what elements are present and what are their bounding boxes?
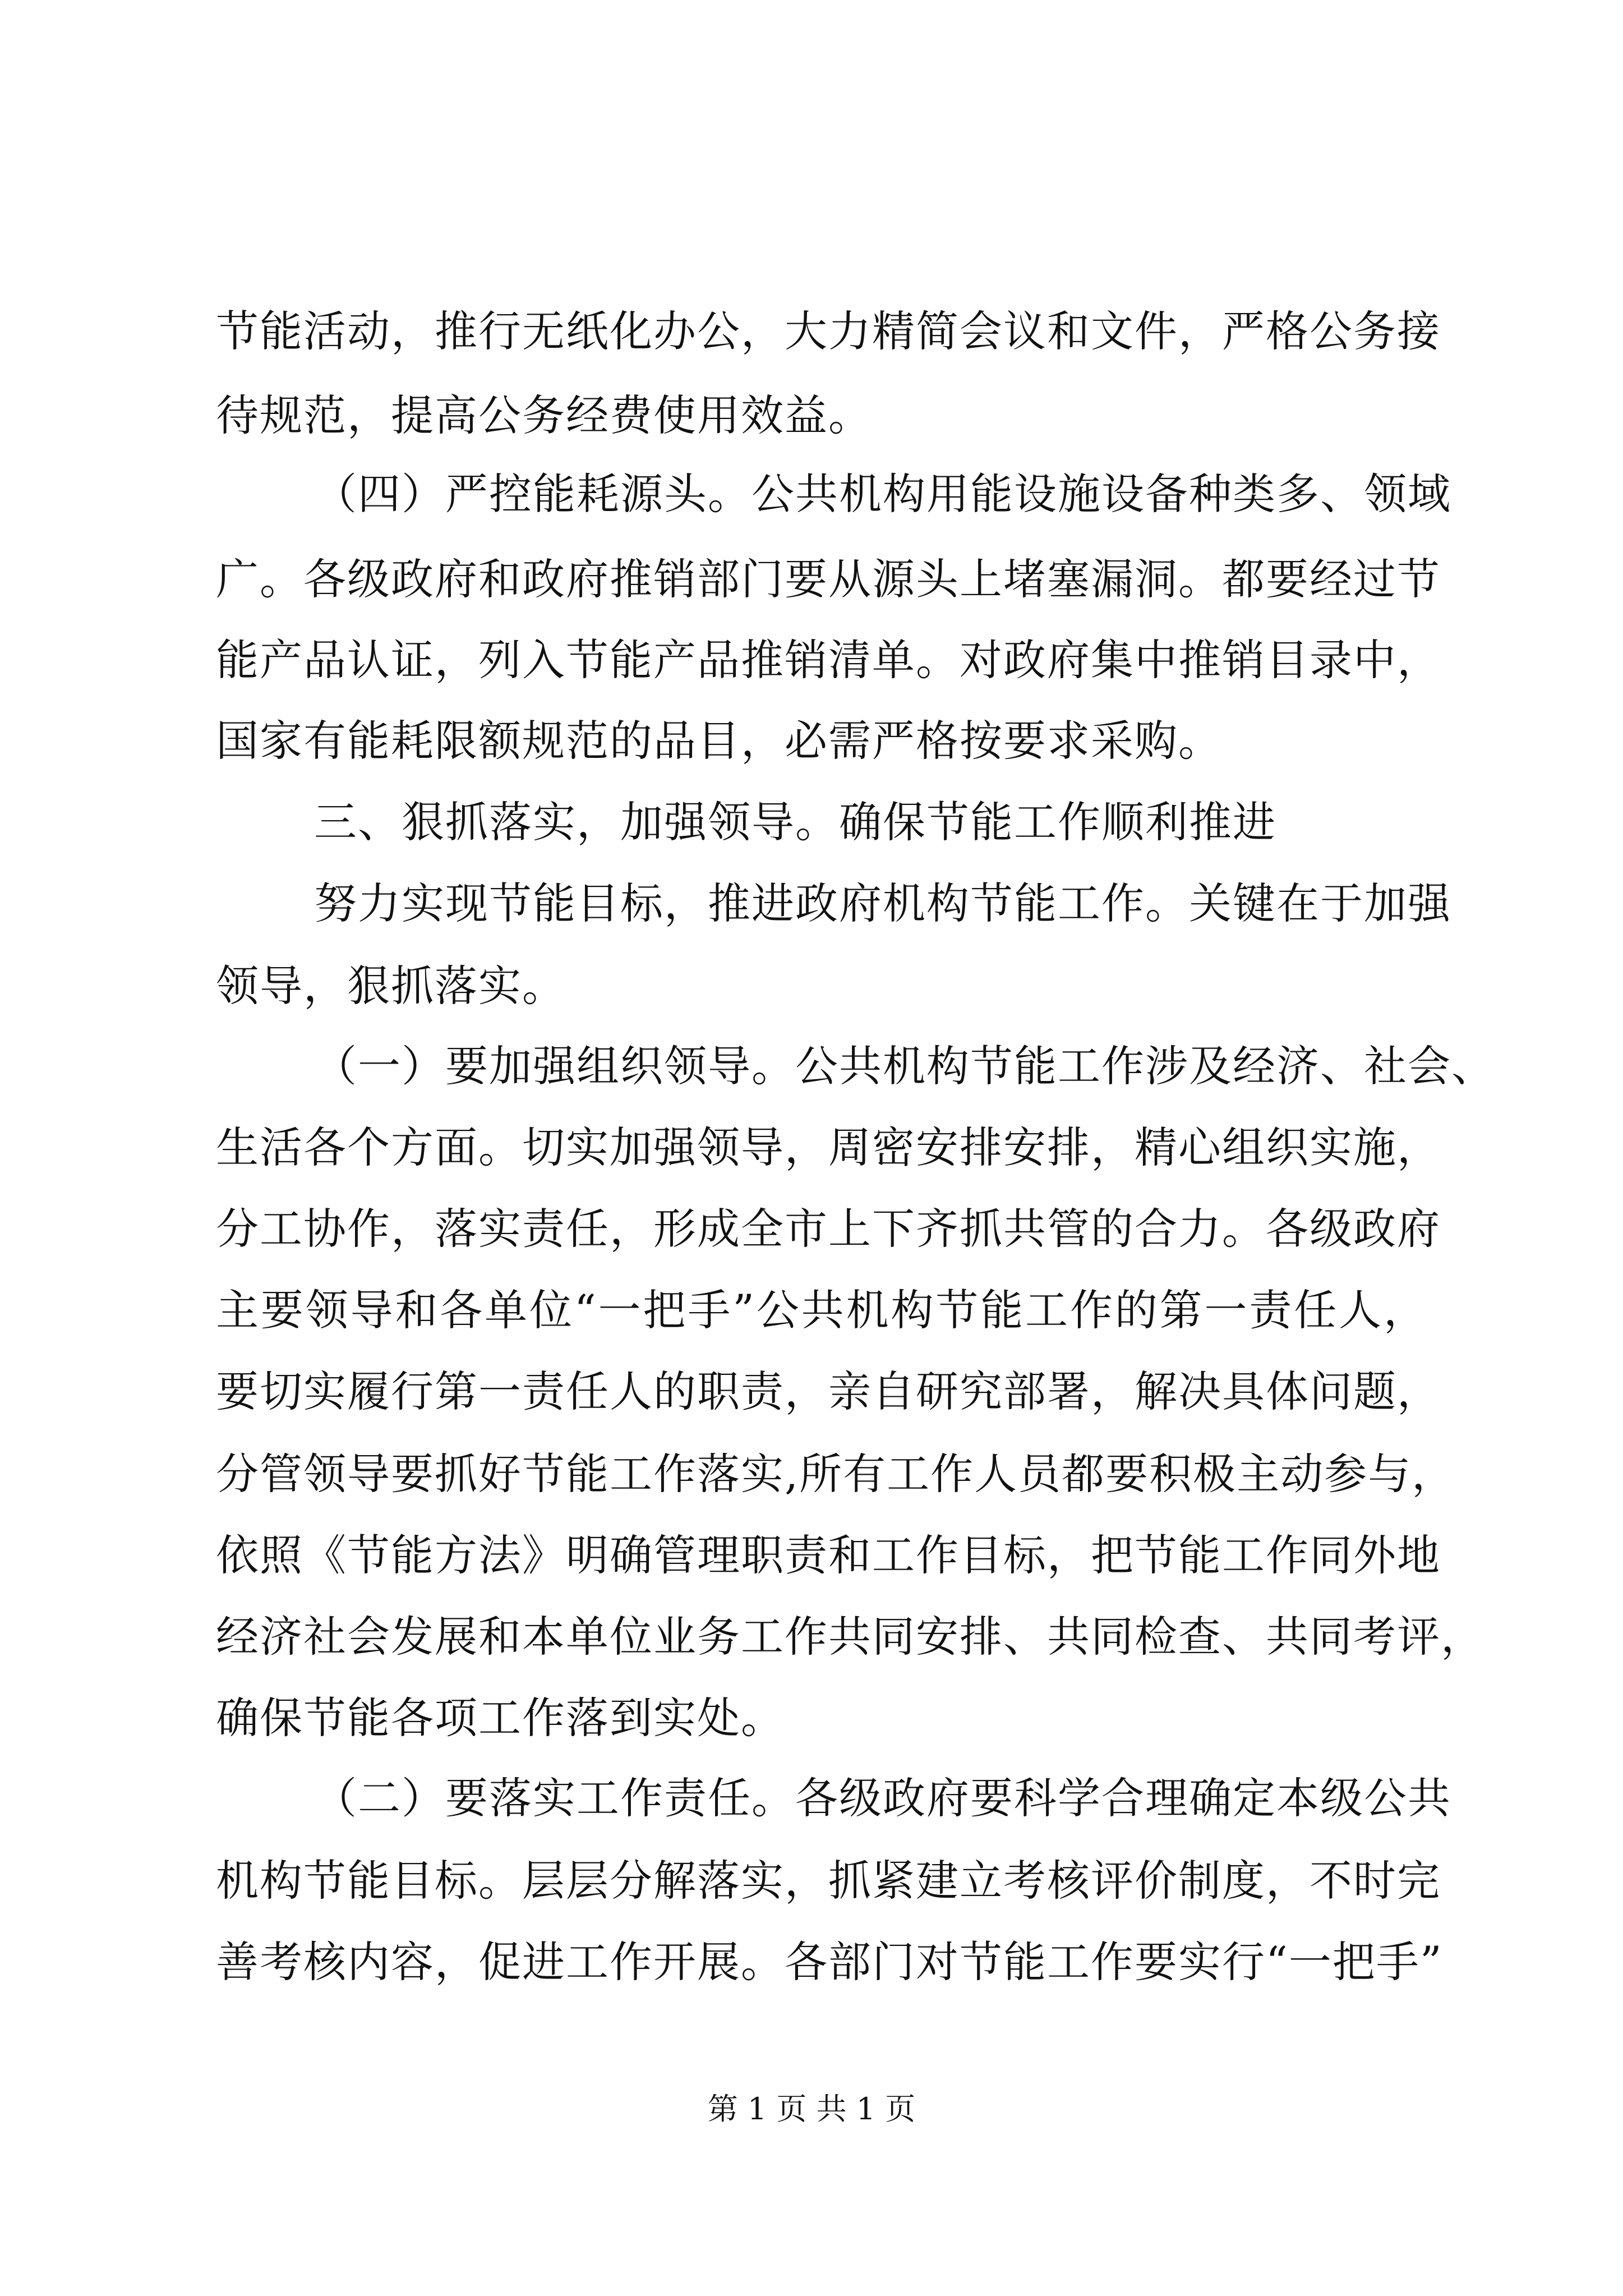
text-line: 节能活动，推行无纸化办公，大力精简会议和文件，严格公务接 — [216, 306, 1441, 356]
page-footer: 第 1 页 共 1 页 — [707, 2091, 916, 2127]
text-line: 分管领导要抓好节能工作落实,所有工作人员都要积极主动参与， — [216, 1449, 1456, 1499]
text-line: 待规范，提高公务经费使用效益。 — [216, 390, 872, 440]
text-line: 生活各个方面。切实加强领导，周密安排安排，精心组织实施， — [216, 1122, 1441, 1172]
text-line: 国家有能耗限额规范的品目，必需严格按要求采购。 — [216, 716, 1222, 766]
text-line: 善考核内容，促进工作开展。各部门对节能工作要实行“一把手” — [216, 1937, 1443, 1987]
paragraph-start-line: （二）要落实工作责任。各级政府要科学合理确定本级公共 — [314, 1773, 1451, 1823]
text-line: 确保节能各项工作落到实处。 — [216, 1693, 785, 1743]
text-line: 经济社会发展和本单位业务工作共同安排、共同检查、共同考评， — [216, 1612, 1484, 1662]
text-line: 机构节能目标。层层分解落实，抓紧建立考核评价制度，不时完 — [216, 1856, 1441, 1906]
text-line: 分工协作，落实责任，形成全市上下齐抓共管的合力。各级政府 — [216, 1204, 1441, 1254]
text-line: 广。各级政府和政府推销部门要从源头上堵塞漏洞。都要经过节 — [216, 554, 1441, 604]
paragraph-start-line: （四）严控能耗源头。公共机构用能设施设备种类多、领域 — [314, 469, 1451, 519]
paragraph-start-line: 努力实现节能目标，推进政府机构节能工作。关键在于加强 — [314, 878, 1451, 928]
text-line: 要切实履行第一责任人的职责，亲自研究部署，解决具体问题， — [216, 1366, 1441, 1416]
text-line: 主要领导和各单位“一把手”公共机构节能工作的第一责任人， — [216, 1285, 1427, 1335]
section-heading: 三、狠抓落实，加强领导。确保节能工作顺利推进 — [314, 797, 1276, 847]
text-line: 能产品认证，列入节能产品推销清单。对政府集中推销目录中， — [216, 635, 1441, 685]
text-line: 领导，狠抓落实。 — [216, 961, 566, 1011]
text-line: 依照《节能方法》明确管理职责和工作目标，把节能工作同外地 — [216, 1530, 1441, 1580]
paragraph-start-line: （一）要加强组织领导。公共机构节能工作涉及经济、社会、 — [314, 1041, 1495, 1091]
